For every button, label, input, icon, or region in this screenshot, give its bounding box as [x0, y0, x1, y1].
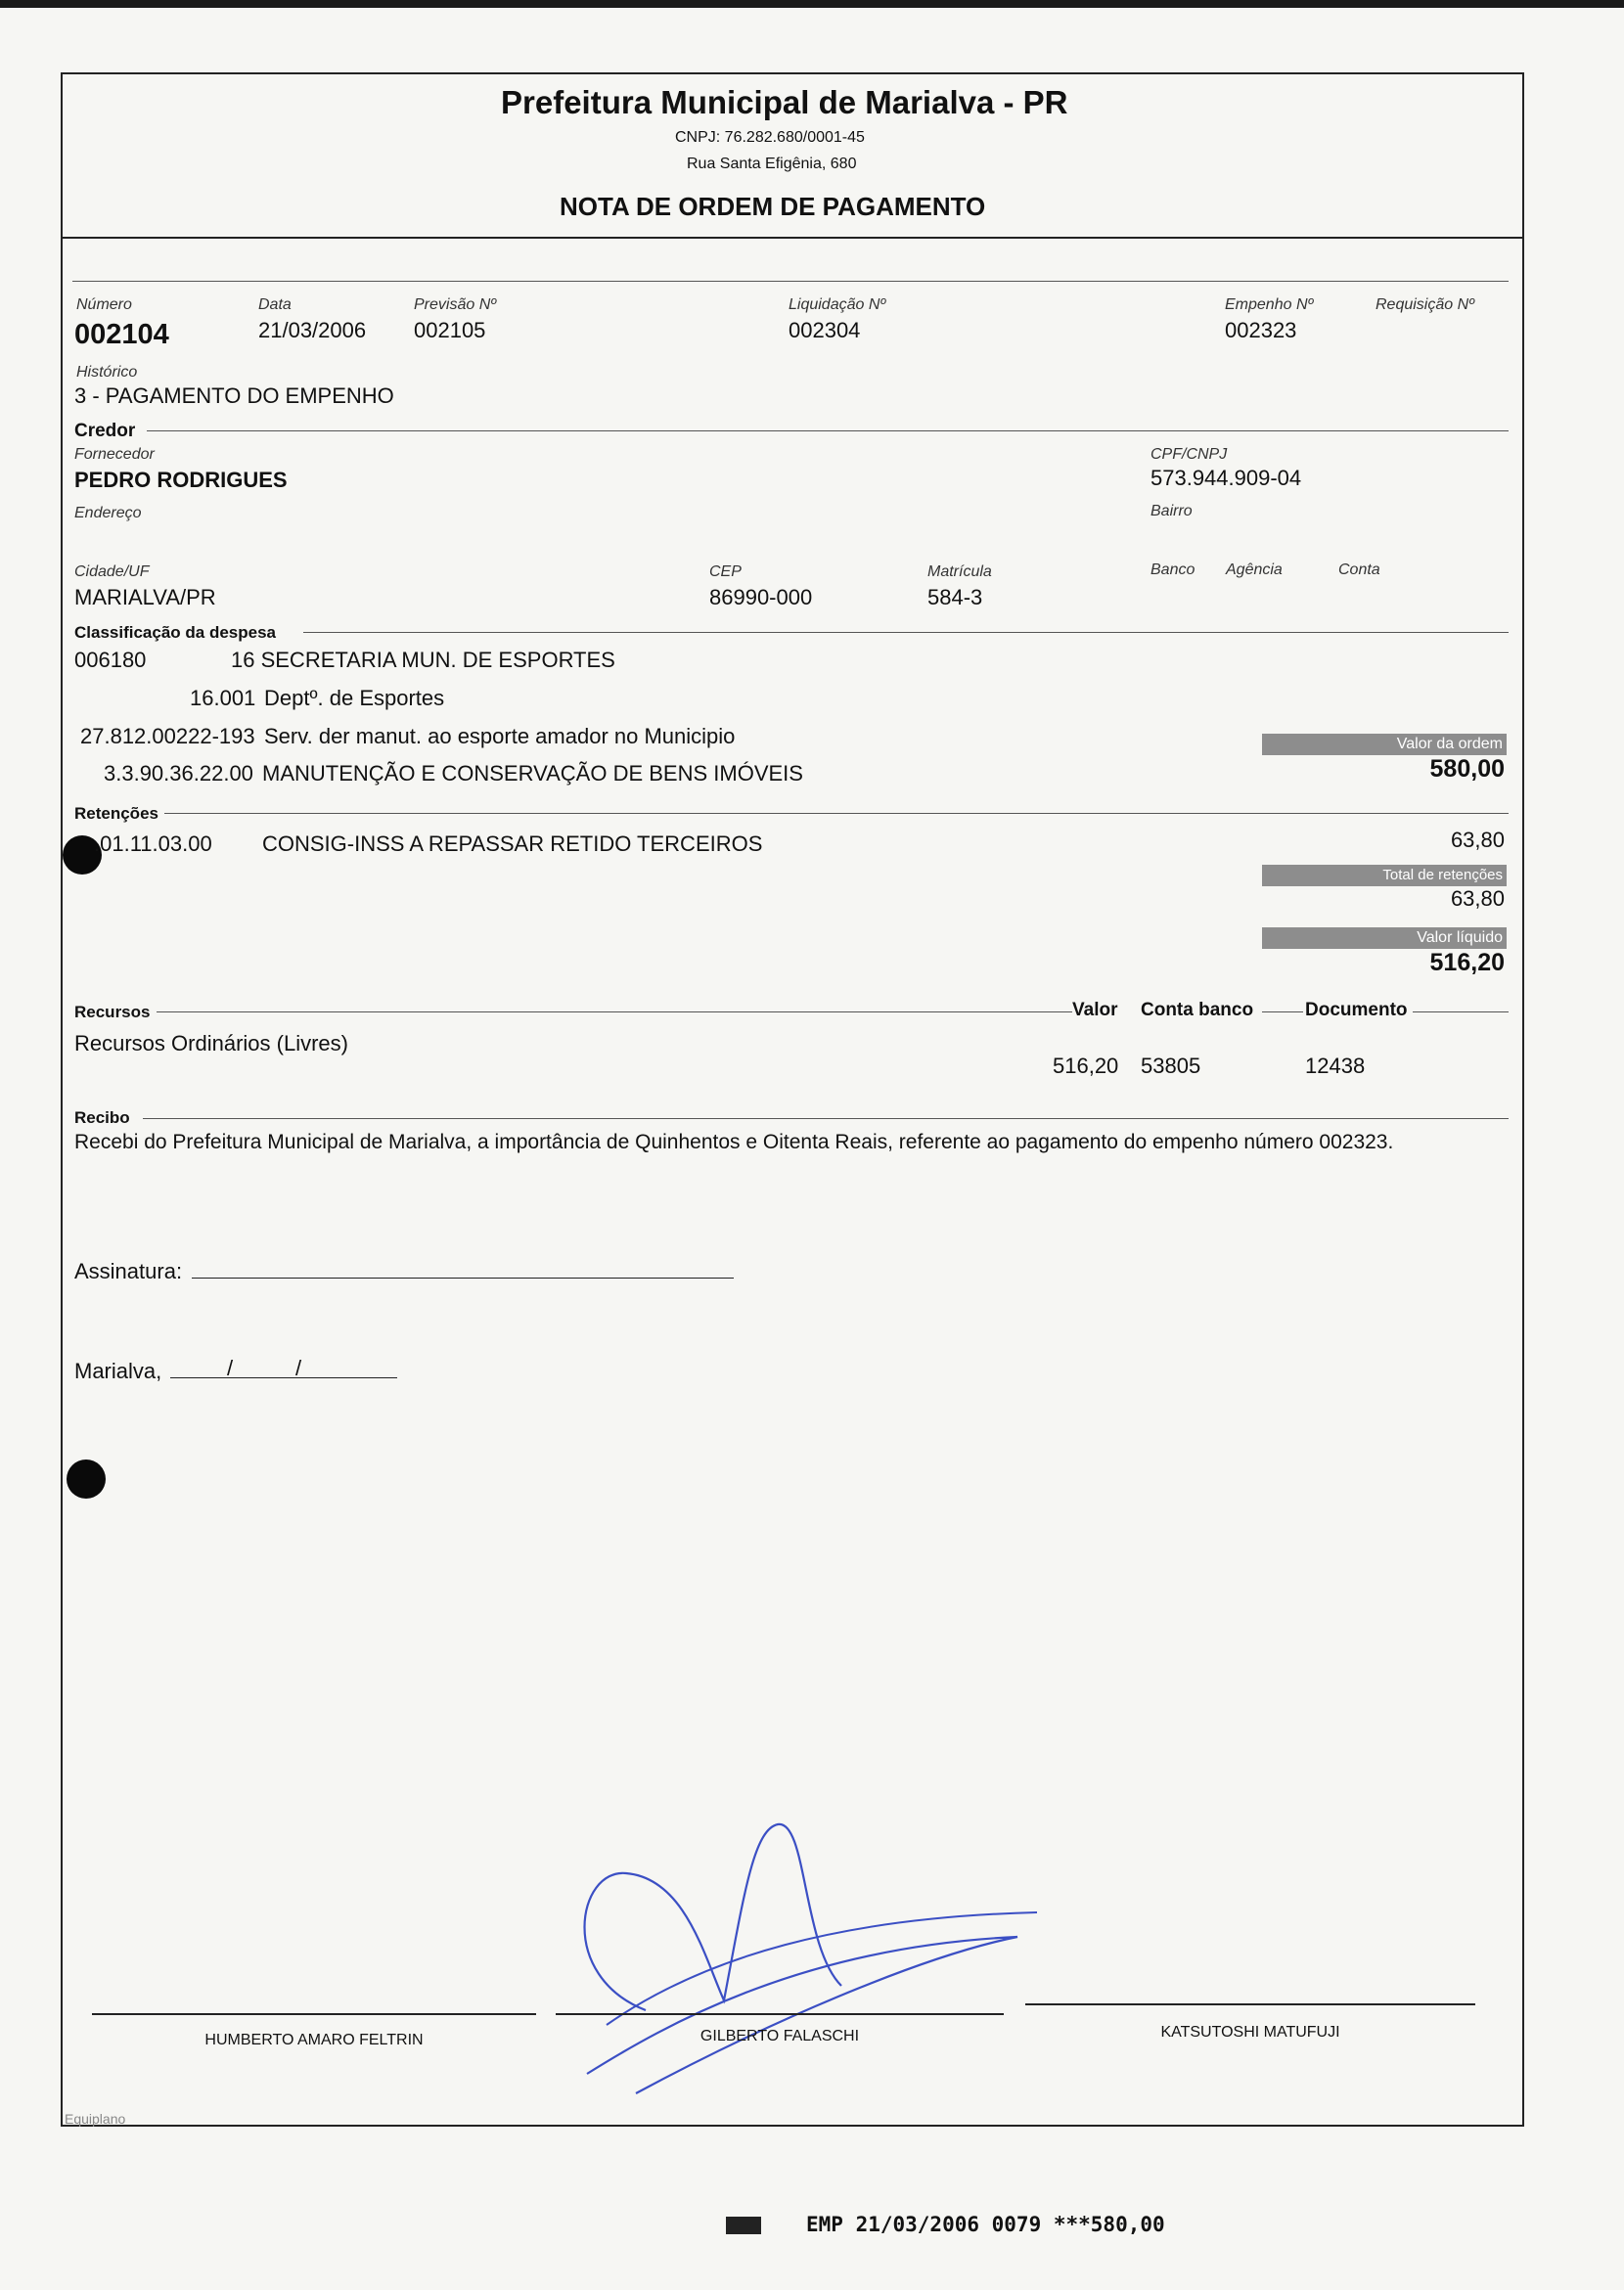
- classificacao-line2-code: 16.001: [190, 686, 256, 710]
- data-label: Data: [258, 296, 292, 313]
- matricula-value: 584-3: [927, 585, 983, 609]
- total-retencoes-value: 63,80: [1450, 886, 1505, 911]
- data-value: 21/03/2006: [258, 318, 367, 342]
- recursos-valor: 516,20: [1053, 1054, 1119, 1078]
- recursos-documento-label: Documento: [1305, 1000, 1408, 1020]
- liquidacao-value: 002304: [789, 318, 861, 342]
- requisicao-label: Requisição Nº: [1376, 296, 1474, 313]
- signatory-center: GILBERTO FALASCHI: [699, 2028, 860, 2044]
- header-divider: [61, 237, 1522, 239]
- recibo-divider: [143, 1118, 1509, 1119]
- signature-scribble: [548, 1800, 1057, 2123]
- retencao-text: CONSIG-INSS A REPASSAR RETIDO TERCEIROS: [262, 831, 763, 856]
- banco-label: Banco: [1150, 561, 1195, 578]
- recursos-conta: 53805: [1141, 1054, 1201, 1078]
- address: Rua Santa Efigênia, 680: [687, 156, 857, 172]
- cpf-label: CPF/CNPJ: [1150, 446, 1228, 463]
- numero-label: Número: [76, 296, 132, 313]
- retencoes-divider: [160, 813, 1509, 814]
- historico-label: Histórico: [76, 364, 138, 381]
- endereco-label: Endereço: [74, 505, 142, 521]
- stamp-text: EMP 21/03/2006 0079 ***580,00: [806, 2213, 1165, 2236]
- credor-section: Credor: [74, 421, 141, 442]
- recursos-conta-label: Conta banco: [1141, 1000, 1254, 1020]
- recursos-text: Recursos Ordinários (Livres): [74, 1031, 348, 1055]
- signature-line-right: [1025, 2003, 1475, 2005]
- classificacao-line3-code: 27.812.00222-193: [80, 724, 255, 748]
- cpf-value: 573.944.909-04: [1150, 466, 1302, 490]
- recursos-divider-b: [1262, 1011, 1303, 1012]
- cep-value: 86990-000: [709, 585, 813, 609]
- cidade-label: Cidade/UF: [74, 563, 150, 580]
- empenho-label: Empenho Nº: [1225, 296, 1314, 313]
- classificacao-line3-text: Serv. der manut. ao esporte amador no Municipio: [264, 724, 736, 748]
- valor-liquido-value: 516,20: [1429, 949, 1505, 976]
- empenho-value: 002323: [1225, 318, 1297, 342]
- date-slash-1: /: [227, 1356, 234, 1380]
- assinatura-line[interactable]: [192, 1278, 734, 1279]
- date-slash-2: /: [295, 1356, 302, 1380]
- fornecedor-value: PEDRO RODRIGUES: [74, 468, 288, 492]
- assinatura-label: Assinatura:: [74, 1259, 183, 1283]
- retencao-code: .01.11.03.00: [94, 831, 212, 856]
- date-line[interactable]: [170, 1377, 397, 1378]
- recursos-documento: 12438: [1305, 1054, 1366, 1078]
- cidade-value: MARIALVA/PR: [74, 585, 216, 609]
- recursos-section: Recursos: [74, 1003, 156, 1022]
- recursos-valor-label: Valor: [1072, 1000, 1118, 1020]
- signatory-right: KATSUTOSHI MATUFUJI: [1160, 2024, 1340, 2041]
- cnpj: CNPJ: 76.282.680/0001-45: [675, 129, 865, 146]
- valor-liquido-bar: Valor líquido: [1262, 927, 1507, 949]
- signature-line-center: [556, 2013, 1004, 2015]
- classificacao-line4-text: MANUTENÇÃO E CONSERVAÇÃO DE BENS IMÓVEIS: [262, 761, 803, 786]
- recursos-divider-c: [1413, 1011, 1509, 1012]
- retencao-value: 63,80: [1450, 828, 1505, 852]
- fornecedor-label: Fornecedor: [74, 446, 155, 463]
- previsao-label: Previsão Nº: [414, 296, 497, 313]
- conta-label: Conta: [1338, 561, 1380, 578]
- recibo-text: Recebi do Prefeitura Municipal de Marialva, a importância de Quinhentos e Oitenta Reais, referente ao pagamento do empenho número 002323.: [74, 1131, 1394, 1153]
- numero-value: 002104: [74, 319, 169, 350]
- agencia-label: Agência: [1226, 561, 1283, 578]
- classificacao-line4-code: 3.3.90.36.22.00: [104, 761, 253, 786]
- classificacao-line2-text: Deptº. de Esportes: [264, 686, 445, 710]
- local-label: Marialva,: [74, 1359, 162, 1383]
- classificacao-code: 006180: [74, 648, 147, 672]
- historico-value: 3 - PAGAMENTO DO EMPENHO: [74, 383, 394, 408]
- recibo-section: Recibo: [74, 1108, 136, 1128]
- bairro-label: Bairro: [1150, 503, 1193, 519]
- total-retencoes-bar: Total de retenções: [1262, 865, 1507, 886]
- stamp-mark-icon: [726, 2217, 761, 2234]
- classificacao-section: Classificação da despesa: [74, 623, 282, 643]
- valor-ordem-value: 580,00: [1429, 755, 1505, 783]
- recursos-divider: [157, 1011, 1072, 1012]
- doc-title: NOTA DE ORDEM DE PAGAMENTO: [560, 192, 986, 221]
- signature-line-left: [92, 2013, 536, 2015]
- brand-footer: Equiplano: [65, 2111, 126, 2127]
- retencoes-section: Retenções: [74, 804, 164, 824]
- previsao-value: 002105: [414, 318, 486, 342]
- org-title: Prefeitura Municipal de Marialva - PR: [501, 84, 1068, 120]
- punch-hole-mark: [67, 1459, 106, 1499]
- scan-edge: [0, 0, 1624, 8]
- liquidacao-label: Liquidação Nº: [789, 296, 886, 313]
- matricula-label: Matrícula: [927, 563, 992, 580]
- signatory-left: HUMBERTO AMARO FELTRIN: [204, 2032, 424, 2048]
- credor-divider: [147, 430, 1509, 431]
- cep-label: CEP: [709, 563, 742, 580]
- classificacao-line1: 16 SECRETARIA MUN. DE ESPORTES: [231, 648, 615, 672]
- classificacao-divider: [303, 632, 1509, 633]
- valor-ordem-bar: Valor da ordem: [1262, 734, 1507, 755]
- ids-divider: [72, 281, 1509, 282]
